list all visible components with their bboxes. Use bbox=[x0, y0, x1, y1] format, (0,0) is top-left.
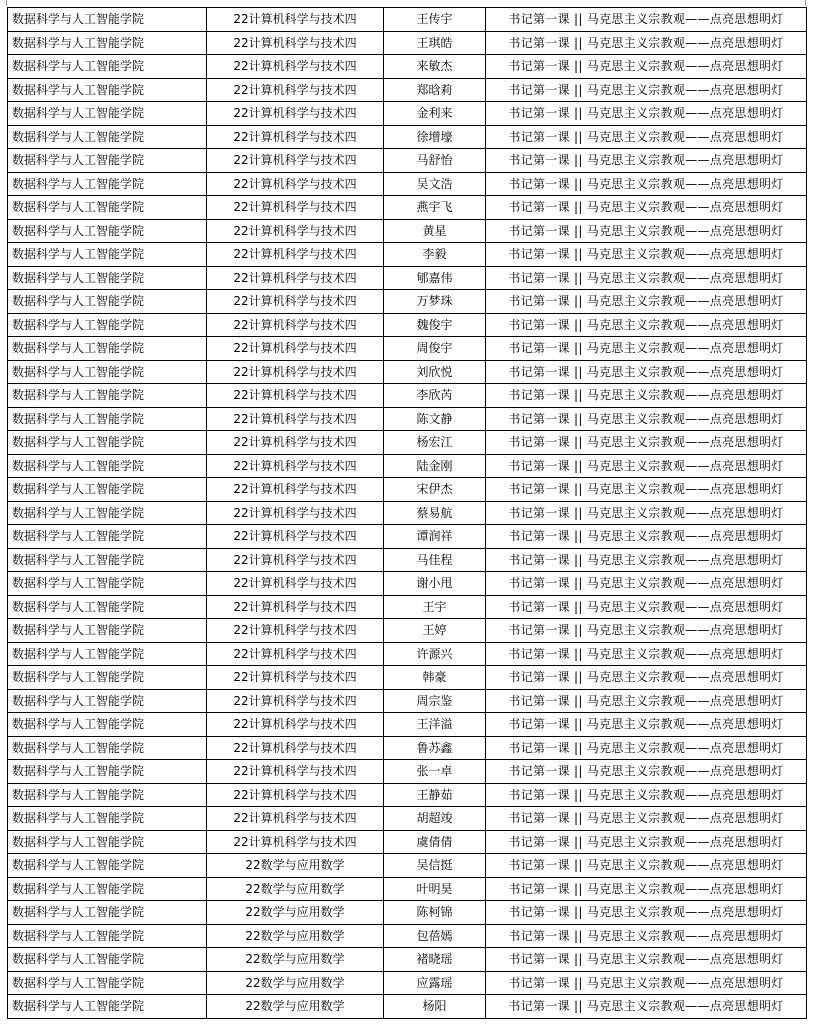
course-cell: 书记第一课 || 马克思主义宗教观——点亮思想明灯 bbox=[486, 995, 807, 1019]
student-name-cell: 许源兴 bbox=[384, 642, 486, 666]
college-cell: 数据科学与人工智能学院 bbox=[8, 31, 207, 55]
class-cell: 22计算机科学与技术四 bbox=[207, 548, 384, 572]
course-cell: 书记第一课 || 马克思主义宗教观——点亮思想明灯 bbox=[486, 384, 807, 408]
student-name-cell: 徐增壕 bbox=[384, 125, 486, 149]
student-name-cell: 马佳程 bbox=[384, 548, 486, 572]
course-cell: 书记第一课 || 马克思主义宗教观——点亮思想明灯 bbox=[486, 407, 807, 431]
college-cell: 数据科学与人工智能学院 bbox=[8, 8, 207, 32]
class-cell: 22数学与应用数学 bbox=[207, 924, 384, 948]
student-name-cell: 王琪皓 bbox=[384, 31, 486, 55]
table-row bbox=[8, 877, 807, 901]
course-cell: 书记第一课 || 马克思主义宗教观——点亮思想明灯 bbox=[486, 290, 807, 314]
class-cell: 22计算机科学与技术四 bbox=[207, 478, 384, 502]
student-name-cell: 应露瑶 bbox=[384, 971, 486, 995]
college-cell: 数据科学与人工智能学院 bbox=[8, 924, 207, 948]
table-row bbox=[8, 313, 807, 337]
college-cell: 数据科学与人工智能学院 bbox=[8, 713, 207, 737]
table-row bbox=[8, 431, 807, 455]
attendance-table-body bbox=[8, 8, 807, 1019]
student-name-cell: 宋伊杰 bbox=[384, 478, 486, 502]
college-cell: 数据科学与人工智能学院 bbox=[8, 948, 207, 972]
student-name-cell: 吴信挺 bbox=[384, 854, 486, 878]
course-cell: 书记第一课 || 马克思主义宗教观——点亮思想明灯 bbox=[486, 266, 807, 290]
student-name-cell: 周宗鉴 bbox=[384, 689, 486, 713]
student-name-cell: 李毅 bbox=[384, 243, 486, 267]
college-cell: 数据科学与人工智能学院 bbox=[8, 313, 207, 337]
table-row bbox=[8, 642, 807, 666]
course-cell: 书记第一课 || 马克思主义宗教观——点亮思想明灯 bbox=[486, 8, 807, 32]
college-cell: 数据科学与人工智能学院 bbox=[8, 572, 207, 596]
college-cell: 数据科学与人工智能学院 bbox=[8, 877, 207, 901]
course-cell: 书记第一课 || 马克思主义宗教观——点亮思想明灯 bbox=[486, 102, 807, 126]
student-name-cell: 郇嘉伟 bbox=[384, 266, 486, 290]
table-row bbox=[8, 760, 807, 784]
class-cell: 22数学与应用数学 bbox=[207, 971, 384, 995]
table-row bbox=[8, 219, 807, 243]
course-cell: 书记第一课 || 马克思主义宗教观——点亮思想明灯 bbox=[486, 877, 807, 901]
crop-mark-right bbox=[805, 0, 806, 6]
class-cell: 22计算机科学与技术四 bbox=[207, 431, 384, 455]
course-cell: 书记第一课 || 马克思主义宗教观——点亮思想明灯 bbox=[486, 55, 807, 79]
course-cell: 书记第一课 || 马克思主义宗教观——点亮思想明灯 bbox=[486, 78, 807, 102]
student-name-cell: 胡超竣 bbox=[384, 807, 486, 831]
student-name-cell: 谭润祥 bbox=[384, 525, 486, 549]
college-cell: 数据科学与人工智能学院 bbox=[8, 219, 207, 243]
class-cell: 22计算机科学与技术四 bbox=[207, 102, 384, 126]
course-cell: 书记第一课 || 马克思主义宗教观——点亮思想明灯 bbox=[486, 760, 807, 784]
course-cell: 书记第一课 || 马克思主义宗教观——点亮思想明灯 bbox=[486, 525, 807, 549]
college-cell: 数据科学与人工智能学院 bbox=[8, 384, 207, 408]
student-name-cell: 王静茹 bbox=[384, 783, 486, 807]
college-cell: 数据科学与人工智能学院 bbox=[8, 760, 207, 784]
class-cell: 22计算机科学与技术四 bbox=[207, 313, 384, 337]
class-cell: 22数学与应用数学 bbox=[207, 901, 384, 925]
table-row bbox=[8, 736, 807, 760]
course-cell: 书记第一课 || 马克思主义宗教观——点亮思想明灯 bbox=[486, 501, 807, 525]
course-cell: 书记第一课 || 马克思主义宗教观——点亮思想明灯 bbox=[486, 149, 807, 173]
class-cell: 22计算机科学与技术四 bbox=[207, 31, 384, 55]
college-cell: 数据科学与人工智能学院 bbox=[8, 501, 207, 525]
course-cell: 书记第一课 || 马克思主义宗教观——点亮思想明灯 bbox=[486, 196, 807, 220]
table-row bbox=[8, 924, 807, 948]
class-cell: 22计算机科学与技术四 bbox=[207, 454, 384, 478]
college-cell: 数据科学与人工智能学院 bbox=[8, 666, 207, 690]
table-row bbox=[8, 454, 807, 478]
course-cell: 书记第一课 || 马克思主义宗教观——点亮思想明灯 bbox=[486, 830, 807, 854]
table-row bbox=[8, 619, 807, 643]
college-cell: 数据科学与人工智能学院 bbox=[8, 290, 207, 314]
course-cell: 书记第一课 || 马克思主义宗教观——点亮思想明灯 bbox=[486, 971, 807, 995]
table-row bbox=[8, 572, 807, 596]
class-cell: 22计算机科学与技术四 bbox=[207, 55, 384, 79]
table-row bbox=[8, 971, 807, 995]
table-row bbox=[8, 243, 807, 267]
college-cell: 数据科学与人工智能学院 bbox=[8, 360, 207, 384]
class-cell: 22计算机科学与技术四 bbox=[207, 713, 384, 737]
class-cell: 22计算机科学与技术四 bbox=[207, 384, 384, 408]
class-cell: 22计算机科学与技术四 bbox=[207, 266, 384, 290]
course-cell: 书记第一课 || 马克思主义宗教观——点亮思想明灯 bbox=[486, 783, 807, 807]
course-cell: 书记第一课 || 马克思主义宗教观——点亮思想明灯 bbox=[486, 689, 807, 713]
student-name-cell: 韩豪 bbox=[384, 666, 486, 690]
student-name-cell: 陆金刚 bbox=[384, 454, 486, 478]
course-cell: 书记第一课 || 马克思主义宗教观——点亮思想明灯 bbox=[486, 313, 807, 337]
table-row bbox=[8, 266, 807, 290]
table-row bbox=[8, 713, 807, 737]
course-cell: 书记第一课 || 马克思主义宗教观——点亮思想明灯 bbox=[486, 454, 807, 478]
class-cell: 22计算机科学与技术四 bbox=[207, 219, 384, 243]
course-cell: 书记第一课 || 马克思主义宗教观——点亮思想明灯 bbox=[486, 666, 807, 690]
college-cell: 数据科学与人工智能学院 bbox=[8, 854, 207, 878]
college-cell: 数据科学与人工智能学院 bbox=[8, 971, 207, 995]
class-cell: 22数学与应用数学 bbox=[207, 877, 384, 901]
college-cell: 数据科学与人工智能学院 bbox=[8, 689, 207, 713]
course-cell: 书记第一课 || 马克思主义宗教观——点亮思想明灯 bbox=[486, 924, 807, 948]
student-name-cell: 马舒怡 bbox=[384, 149, 486, 173]
course-cell: 书记第一课 || 马克思主义宗教观——点亮思想明灯 bbox=[486, 243, 807, 267]
course-cell: 书记第一课 || 马克思主义宗教观——点亮思想明灯 bbox=[486, 31, 807, 55]
table-row bbox=[8, 290, 807, 314]
class-cell: 22计算机科学与技术四 bbox=[207, 172, 384, 196]
crop-mark-left bbox=[6, 0, 7, 6]
table-row bbox=[8, 478, 807, 502]
table-row bbox=[8, 501, 807, 525]
table-row bbox=[8, 689, 807, 713]
student-name-cell: 郑晗莉 bbox=[384, 78, 486, 102]
college-cell: 数据科学与人工智能学院 bbox=[8, 337, 207, 361]
table-row bbox=[8, 901, 807, 925]
class-cell: 22计算机科学与技术四 bbox=[207, 196, 384, 220]
college-cell: 数据科学与人工智能学院 bbox=[8, 172, 207, 196]
student-name-cell: 谢小甩 bbox=[384, 572, 486, 596]
student-name-cell: 王宇 bbox=[384, 595, 486, 619]
class-cell: 22计算机科学与技术四 bbox=[207, 501, 384, 525]
course-cell: 书记第一课 || 马克思主义宗教观——点亮思想明灯 bbox=[486, 807, 807, 831]
student-name-cell: 褚晓瑶 bbox=[384, 948, 486, 972]
class-cell: 22计算机科学与技术四 bbox=[207, 407, 384, 431]
student-name-cell: 王洋溢 bbox=[384, 713, 486, 737]
student-name-cell: 王传宇 bbox=[384, 8, 486, 32]
college-cell: 数据科学与人工智能学院 bbox=[8, 478, 207, 502]
college-cell: 数据科学与人工智能学院 bbox=[8, 243, 207, 267]
course-cell: 书记第一课 || 马克思主义宗教观——点亮思想明灯 bbox=[486, 337, 807, 361]
student-name-cell: 万梦珠 bbox=[384, 290, 486, 314]
class-cell: 22数学与应用数学 bbox=[207, 948, 384, 972]
student-name-cell: 陈柯锦 bbox=[384, 901, 486, 925]
student-name-cell: 杨阳 bbox=[384, 995, 486, 1019]
college-cell: 数据科学与人工智能学院 bbox=[8, 783, 207, 807]
college-cell: 数据科学与人工智能学院 bbox=[8, 736, 207, 760]
college-cell: 数据科学与人工智能学院 bbox=[8, 55, 207, 79]
student-name-cell: 蔡易航 bbox=[384, 501, 486, 525]
college-cell: 数据科学与人工智能学院 bbox=[8, 525, 207, 549]
course-cell: 书记第一课 || 马克思主义宗教观——点亮思想明灯 bbox=[486, 360, 807, 384]
attendance-table bbox=[7, 7, 807, 1019]
college-cell: 数据科学与人工智能学院 bbox=[8, 619, 207, 643]
student-name-cell: 杨宏江 bbox=[384, 431, 486, 455]
class-cell: 22计算机科学与技术四 bbox=[207, 525, 384, 549]
class-cell: 22计算机科学与技术四 bbox=[207, 830, 384, 854]
table-row bbox=[8, 196, 807, 220]
college-cell: 数据科学与人工智能学院 bbox=[8, 102, 207, 126]
course-cell: 书记第一课 || 马克思主义宗教观——点亮思想明灯 bbox=[486, 595, 807, 619]
course-cell: 书记第一课 || 马克思主义宗教观——点亮思想明灯 bbox=[486, 478, 807, 502]
table-row bbox=[8, 55, 807, 79]
class-cell: 22数学与应用数学 bbox=[207, 995, 384, 1019]
student-name-cell: 黄星 bbox=[384, 219, 486, 243]
student-name-cell: 吴文浩 bbox=[384, 172, 486, 196]
student-name-cell: 李欣芮 bbox=[384, 384, 486, 408]
college-cell: 数据科学与人工智能学院 bbox=[8, 901, 207, 925]
table-row bbox=[8, 102, 807, 126]
class-cell: 22计算机科学与技术四 bbox=[207, 736, 384, 760]
student-name-cell: 包蓓嫣 bbox=[384, 924, 486, 948]
table-row bbox=[8, 854, 807, 878]
table-row bbox=[8, 337, 807, 361]
table-row bbox=[8, 666, 807, 690]
college-cell: 数据科学与人工智能学院 bbox=[8, 830, 207, 854]
table-row bbox=[8, 830, 807, 854]
class-cell: 22计算机科学与技术四 bbox=[207, 290, 384, 314]
table-row bbox=[8, 384, 807, 408]
student-name-cell: 金利来 bbox=[384, 102, 486, 126]
class-cell: 22计算机科学与技术四 bbox=[207, 783, 384, 807]
course-cell: 书记第一课 || 马克思主义宗教观——点亮思想明灯 bbox=[486, 431, 807, 455]
course-cell: 书记第一课 || 马克思主义宗教观——点亮思想明灯 bbox=[486, 572, 807, 596]
class-cell: 22计算机科学与技术四 bbox=[207, 8, 384, 32]
table-row bbox=[8, 548, 807, 572]
course-cell: 书记第一课 || 马克思主义宗教观——点亮思想明灯 bbox=[486, 901, 807, 925]
college-cell: 数据科学与人工智能学院 bbox=[8, 266, 207, 290]
table-row bbox=[8, 783, 807, 807]
student-name-cell: 鲁苏鑫 bbox=[384, 736, 486, 760]
college-cell: 数据科学与人工智能学院 bbox=[8, 125, 207, 149]
class-cell: 22计算机科学与技术四 bbox=[207, 642, 384, 666]
class-cell: 22计算机科学与技术四 bbox=[207, 595, 384, 619]
student-name-cell: 周俊宇 bbox=[384, 337, 486, 361]
student-name-cell: 王婷 bbox=[384, 619, 486, 643]
table-row bbox=[8, 125, 807, 149]
class-cell: 22计算机科学与技术四 bbox=[207, 619, 384, 643]
class-cell: 22计算机科学与技术四 bbox=[207, 760, 384, 784]
table-row bbox=[8, 948, 807, 972]
class-cell: 22计算机科学与技术四 bbox=[207, 78, 384, 102]
table-row bbox=[8, 525, 807, 549]
college-cell: 数据科学与人工智能学院 bbox=[8, 431, 207, 455]
class-cell: 22计算机科学与技术四 bbox=[207, 689, 384, 713]
course-cell: 书记第一课 || 马克思主义宗教观——点亮思想明灯 bbox=[486, 219, 807, 243]
college-cell: 数据科学与人工智能学院 bbox=[8, 642, 207, 666]
table-row bbox=[8, 78, 807, 102]
course-cell: 书记第一课 || 马克思主义宗教观——点亮思想明灯 bbox=[486, 736, 807, 760]
student-name-cell: 陈文静 bbox=[384, 407, 486, 431]
table-row bbox=[8, 31, 807, 55]
table-row bbox=[8, 807, 807, 831]
course-cell: 书记第一课 || 马克思主义宗教观——点亮思想明灯 bbox=[486, 548, 807, 572]
student-name-cell: 来敏杰 bbox=[384, 55, 486, 79]
class-cell: 22计算机科学与技术四 bbox=[207, 149, 384, 173]
college-cell: 数据科学与人工智能学院 bbox=[8, 78, 207, 102]
table-row bbox=[8, 172, 807, 196]
table-row bbox=[8, 149, 807, 173]
college-cell: 数据科学与人工智能学院 bbox=[8, 807, 207, 831]
student-name-cell: 刘欣悦 bbox=[384, 360, 486, 384]
college-cell: 数据科学与人工智能学院 bbox=[8, 548, 207, 572]
class-cell: 22计算机科学与技术四 bbox=[207, 243, 384, 267]
class-cell: 22数学与应用数学 bbox=[207, 854, 384, 878]
class-cell: 22计算机科学与技术四 bbox=[207, 360, 384, 384]
table-row bbox=[8, 8, 807, 32]
student-name-cell: 叶明昊 bbox=[384, 877, 486, 901]
student-name-cell: 魏俊宇 bbox=[384, 313, 486, 337]
class-cell: 22计算机科学与技术四 bbox=[207, 807, 384, 831]
course-cell: 书记第一课 || 马克思主义宗教观——点亮思想明灯 bbox=[486, 713, 807, 737]
table-row bbox=[8, 407, 807, 431]
student-name-cell: 燕宇飞 bbox=[384, 196, 486, 220]
college-cell: 数据科学与人工智能学院 bbox=[8, 196, 207, 220]
student-name-cell: 虞倩倩 bbox=[384, 830, 486, 854]
course-cell: 书记第一课 || 马克思主义宗教观——点亮思想明灯 bbox=[486, 619, 807, 643]
table-row bbox=[8, 595, 807, 619]
course-cell: 书记第一课 || 马克思主义宗教观——点亮思想明灯 bbox=[486, 854, 807, 878]
table-row bbox=[8, 360, 807, 384]
class-cell: 22计算机科学与技术四 bbox=[207, 666, 384, 690]
class-cell: 22计算机科学与技术四 bbox=[207, 572, 384, 596]
course-cell: 书记第一课 || 马克思主义宗教观——点亮思想明灯 bbox=[486, 948, 807, 972]
course-cell: 书记第一课 || 马克思主义宗教观——点亮思想明灯 bbox=[486, 642, 807, 666]
class-cell: 22计算机科学与技术四 bbox=[207, 125, 384, 149]
college-cell: 数据科学与人工智能学院 bbox=[8, 595, 207, 619]
class-cell: 22计算机科学与技术四 bbox=[207, 337, 384, 361]
table-row bbox=[8, 995, 807, 1019]
student-name-cell: 张一卓 bbox=[384, 760, 486, 784]
college-cell: 数据科学与人工智能学院 bbox=[8, 995, 207, 1019]
course-cell: 书记第一课 || 马克思主义宗教观——点亮思想明灯 bbox=[486, 125, 807, 149]
college-cell: 数据科学与人工智能学院 bbox=[8, 149, 207, 173]
college-cell: 数据科学与人工智能学院 bbox=[8, 454, 207, 478]
course-cell: 书记第一课 || 马克思主义宗教观——点亮思想明灯 bbox=[486, 172, 807, 196]
college-cell: 数据科学与人工智能学院 bbox=[8, 407, 207, 431]
